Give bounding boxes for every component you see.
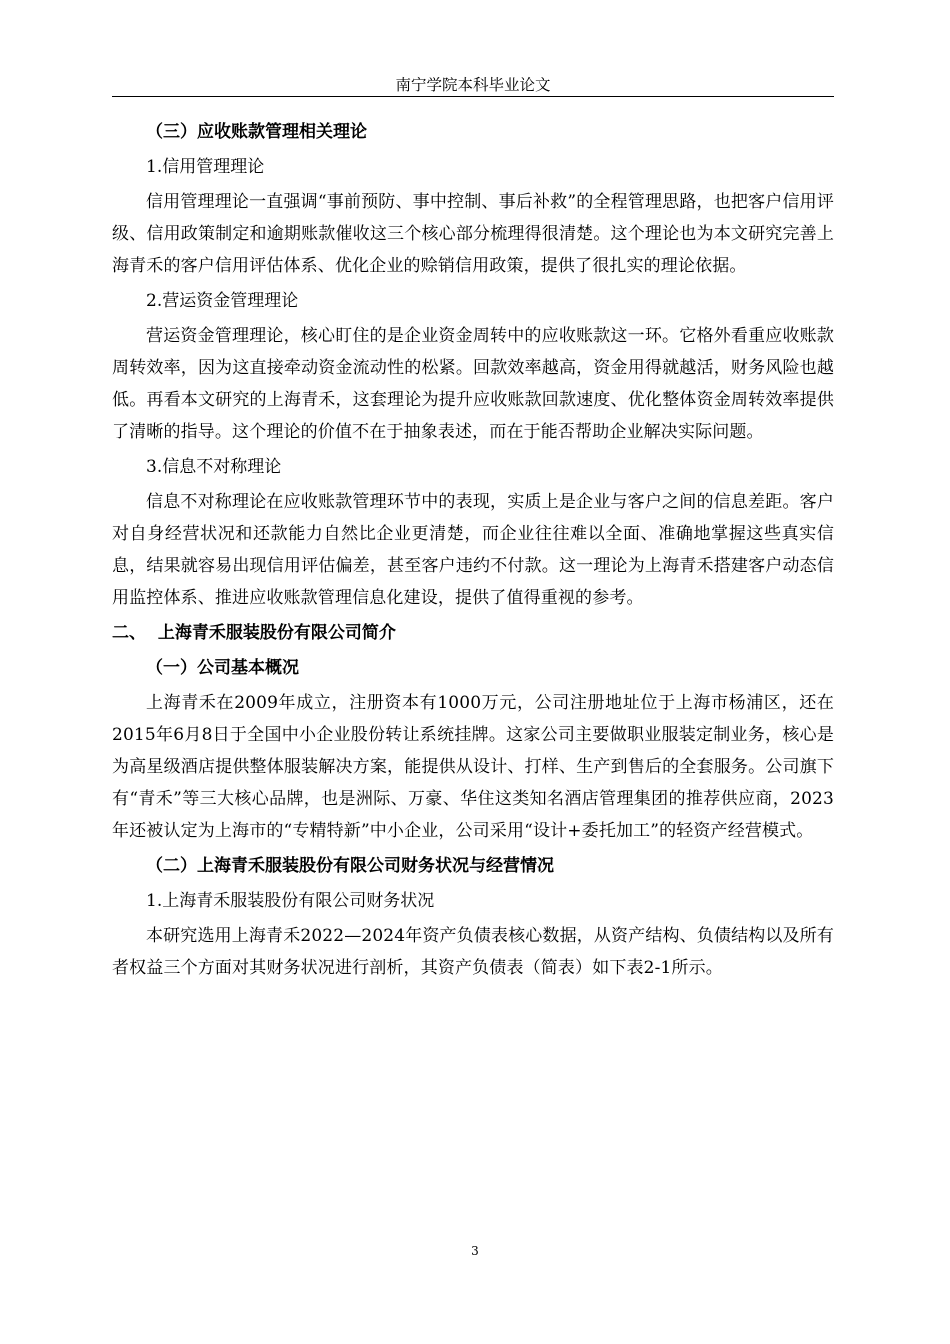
section-heading-receivables-theory: （三）应收账款管理相关理论 xyxy=(146,122,367,142)
paragraph-financial-position: 本研究选用上海青禾2022—2024年资产负债表核心数据，从资产结构、负债结构以及所有者权益三个方面对其财务状况进行剖析，其资产负债表（简表）如下表2-1所示。 xyxy=(112,926,834,978)
subheading-financial-position: 1.上海青禾服装股份有限公司财务状况 xyxy=(146,891,435,911)
chapter-heading-company-profile: 二、 上海青禾服装股份有限公司简介 xyxy=(112,623,396,643)
subheading-working-capital: 2.营运资金管理理论 xyxy=(146,291,299,311)
page-body xyxy=(112,116,834,987)
subheading-information-asymmetry: 3.信息不对称理论 xyxy=(146,457,282,477)
paragraph-working-capital: 营运资金管理理论，核心盯住的是企业资金周转中的应收账款这一环。它格外看重应收账款周转效率，因为这直接牵动资金流动性的松紧。回款效率越高，资金用得就越活，财务风险也越低。再看本文研究的上海青禾，这套理论为提升应收账款回款速度、优化整体资金周转效率提供了清晰的指导。这个理论的价值不在于抽象表述，而在于能否帮助企业解决实际问题。 xyxy=(112,326,834,442)
section-heading-financial-status: （二）上海青禾服装股份有限公司财务状况与经营情况 xyxy=(146,856,554,876)
section-heading-company-overview: （一）公司基本概况 xyxy=(146,658,299,678)
paragraph-information-asymmetry: 信息不对称理论在应收账款管理环节中的表现，实质上是企业与客户之间的信息差距。客户对自身经营状况和还款能力自然比企业更清楚，而企业往往难以全面、准确地掌握这些真实信息，结果就容易出现信用评估偏差，甚至客户违约不付款。这一理论为上海青禾搭建客户动态信用监控体系、推进应收账款管理信息化建设，提供了值得重视的参考。 xyxy=(112,492,834,608)
paragraph-credit-management: 信用管理理论一直强调“事前预防、事中控制、事后补救”的全程管理思路，也把客户信用评级、信用政策制定和逾期账款催收这三个核心部分梳理得很清楚。这个理论也为本文研究完善上海青禾的客户信用评估体系、优化企业的赊销信用政策，提供了很扎实的理论依据。 xyxy=(112,192,834,276)
subheading-credit-management: 1.信用管理理论 xyxy=(146,157,265,177)
page-header: 南宁学院本科毕业论文 xyxy=(112,74,834,97)
paragraph-company-overview: 上海青禾在2009年成立，注册资本有1000万元，公司注册地址位于上海市杨浦区，还在2015年6月8日于全国中小企业股份转让系统挂牌。这家公司主要做职业服装定制业务，核心是为高星级酒店提供整体服装解决方案，能提供从设计、打样、生产到售后的全套服务。公司旗下有“青禾”等三大核心品牌，也是洲际、万豪、华住这类知名酒店管理集团的推荐供应商，2023年还被认定为上海市的“专精特新”中小企业，公司采用“设计+委托加工”的轻资产经营模式。 xyxy=(112,693,834,841)
page-number: 3 xyxy=(471,1244,479,1258)
